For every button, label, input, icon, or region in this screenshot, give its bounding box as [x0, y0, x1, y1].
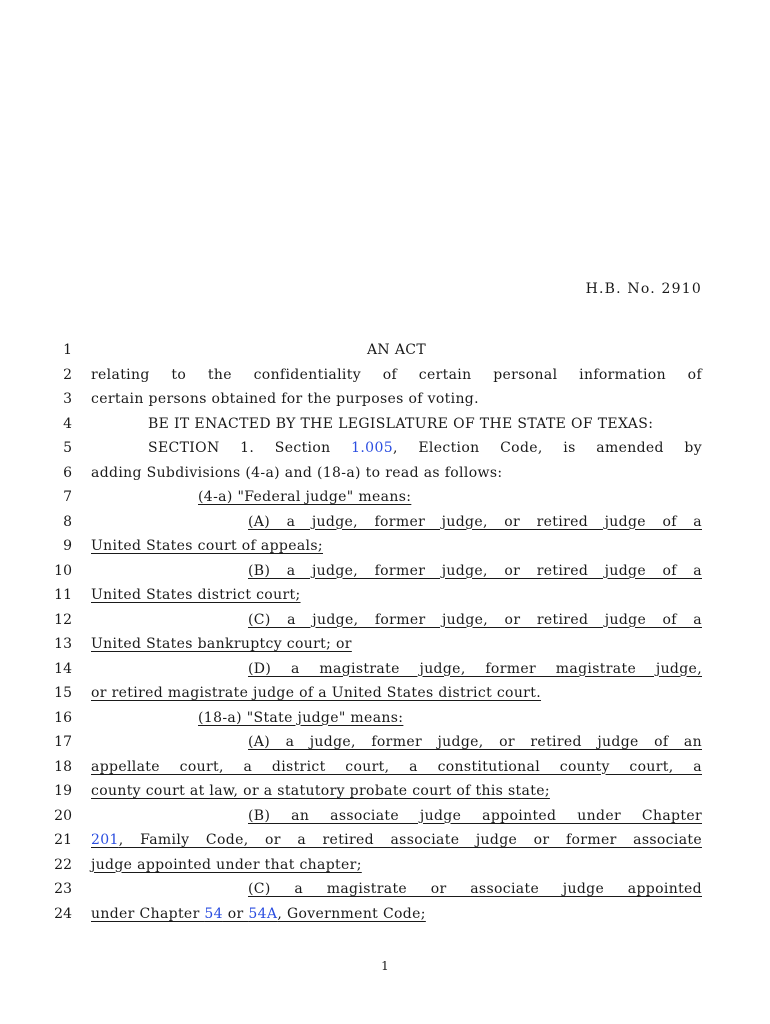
line-number: 15: [54, 685, 72, 701]
added-text-part: under Chapter: [91, 905, 205, 922]
line-number: 3: [63, 391, 72, 407]
line-number: 1: [63, 342, 72, 358]
bill-line: [0, 437, 770, 462]
bill-line: [0, 903, 770, 928]
added-text: (A) a judge, former judge, or retired judge of an: [248, 734, 702, 750]
added-text-part: United States bankruptcy court; or: [91, 636, 352, 652]
added-text: [91, 783, 702, 799]
line-number: 5: [63, 440, 72, 456]
bill-line: [0, 584, 770, 609]
added-text: (B) a judge, former judge, or retired judge of a: [248, 562, 702, 579]
section-text: [148, 440, 702, 456]
added-text-part: or retired magistrate judge of a United States district court.: [91, 685, 542, 701]
section-text: adding Subdivisions (4-a) and (18-a) to read as follows:: [91, 464, 503, 481]
added-text-part: judge appointed under that chapter;: [91, 856, 362, 873]
added-text: [91, 857, 702, 873]
bill-body: [0, 339, 770, 927]
bill-line: [0, 364, 770, 389]
added-text: [91, 538, 702, 554]
added-text-part: county court at law, or a statutory probate court of this state;: [91, 783, 550, 799]
line-number: 8: [63, 513, 72, 530]
line-number: 17: [54, 734, 72, 750]
line-number: 18: [54, 758, 72, 775]
bill-line: [0, 560, 770, 585]
added-text-part: or: [222, 905, 249, 922]
bill-line: [0, 413, 770, 438]
added-text-part: (4-a) "Federal judge" means:: [198, 489, 412, 505]
line-number: 10: [54, 562, 72, 579]
bill-line: [0, 339, 770, 364]
added-text: [91, 906, 702, 922]
line-number: 21: [54, 832, 72, 848]
added-text: (D) a magistrate judge, former magistrate judge,: [248, 660, 702, 677]
added-text-part: [91, 906, 426, 922]
line-number: 23: [54, 881, 72, 897]
bill-line: [0, 609, 770, 634]
line-number: 6: [63, 464, 72, 481]
page-number: 1: [381, 959, 389, 973]
added-text: appellate court, a district court, a constitutional county court, a: [91, 758, 702, 775]
line-number: 16: [54, 709, 72, 726]
line-number: 20: [54, 807, 72, 824]
line-number: 24: [54, 905, 72, 922]
enacting-clause: BE IT ENACTED BY THE LEGISLATURE OF THE STATE OF TEXAS:: [148, 415, 654, 432]
bill-line: [0, 707, 770, 732]
line-number: 9: [63, 538, 72, 554]
added-text: (C) a magistrate or associate judge appointed: [248, 881, 702, 897]
line-number: 19: [54, 783, 72, 799]
line-number: 13: [54, 636, 72, 652]
caption-text: certain persons obtained for the purposes of voting.: [91, 391, 479, 407]
added-text: [198, 710, 702, 726]
line-number: 11: [54, 587, 72, 603]
statute-link[interactable]: 54A: [248, 905, 278, 922]
added-text: [91, 832, 702, 848]
added-text-part: (18-a) "State judge" means:: [198, 709, 404, 726]
added-text: [198, 489, 702, 505]
added-text: [91, 685, 702, 701]
bill-line: [0, 854, 770, 879]
added-text: [91, 636, 702, 652]
bill-line: [0, 535, 770, 560]
bill-line: [0, 511, 770, 536]
added-text-part: United States court of appeals;: [91, 538, 323, 554]
bill-line: [0, 633, 770, 658]
bill-line: [0, 658, 770, 683]
section-text-part: SECTION 1. Section: [148, 440, 352, 456]
line-number: 7: [63, 489, 72, 505]
bill-line: [0, 829, 770, 854]
bill-line: [0, 388, 770, 413]
added-text-part: , Government Code;: [277, 905, 426, 922]
bill-number: H.B. No. 2910: [585, 281, 702, 297]
statute-link[interactable]: 1.005: [351, 440, 393, 456]
bill-line: [0, 805, 770, 830]
line-number: 22: [54, 856, 72, 873]
line-number: 4: [63, 415, 72, 432]
added-text: (B) an associate judge appointed under Chapter: [248, 807, 702, 824]
act-title: AN ACT: [366, 342, 427, 358]
bill-line: [0, 682, 770, 707]
added-text-part: United States district court;: [91, 587, 301, 603]
statute-link[interactable]: 54: [204, 905, 223, 922]
bill-line: [0, 756, 770, 781]
line-number: 2: [63, 366, 72, 383]
section-text-part: , Election Code, is amended by: [392, 440, 703, 456]
caption-text: relating to the confidentiality of certain personal information of: [91, 366, 702, 383]
bill-line: [0, 462, 770, 487]
added-text-part: , Family Code, or a retired associate judge or former associate: [118, 832, 702, 848]
line-number: 12: [54, 611, 72, 628]
bill-line: [0, 780, 770, 805]
bill-line: [0, 486, 770, 511]
added-text: [91, 587, 702, 603]
added-text: (A) a judge, former judge, or retired judge of a: [248, 513, 702, 530]
line-number: 14: [54, 660, 72, 677]
statute-link[interactable]: 201: [91, 832, 119, 848]
bill-line: [0, 731, 770, 756]
bill-line: [0, 878, 770, 903]
added-text: (C) a judge, former judge, or retired judge of a: [248, 611, 702, 628]
